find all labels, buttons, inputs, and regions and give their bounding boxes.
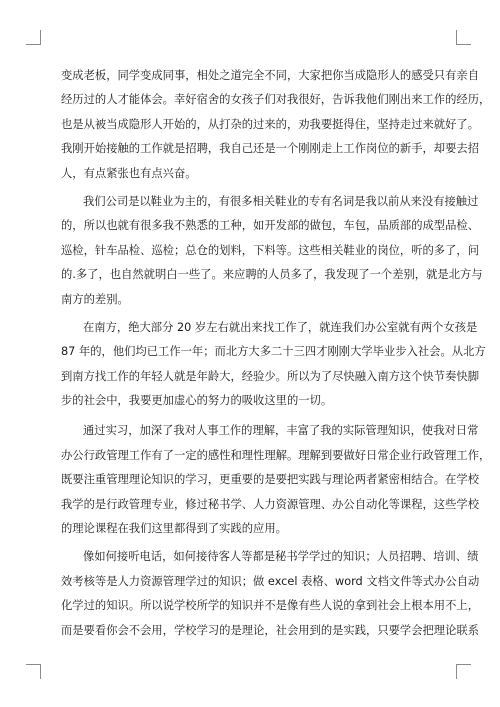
text-line: 化学过的知识。所以说学校所学的知识并不是像有些人说的拿到社会上根本用不上，	[61, 599, 479, 613]
text-line: 也是从被当成隐形人开始的，从打杂的过来的，劝我要挺得住，坚持走过来就好了。	[61, 117, 479, 131]
text-line: 办公行政管理工作有了一定的感性和理性理解。理解到要做好日常企业行政管理工作，	[61, 448, 491, 462]
text-line: 效考核等是人力资源管理学过的知识；做 excel 表格、word 文档文件等式办公自动	[61, 574, 480, 588]
text-line: 变成老板，同学变成同事，相处之道完全不同，大家把你当成隐形人的感受只有亲自	[61, 69, 479, 82]
text-line: 步的社会中，我要更加虚心的努力的吸收这里的一切。	[61, 394, 333, 408]
text-line: 像如何接听电话，如何接待客人等都是秘书学学过的知识；人员招聘、培训、绩	[83, 550, 479, 564]
crop-mark-top-right	[456, 30, 471, 45]
text-line: 在南方，绝大部分 20 岁左右就出来找工作了，就连我们办公室就有两个女孩是	[83, 320, 478, 334]
text-line: 南方的差别。	[61, 292, 129, 306]
paragraph-3	[61, 316, 486, 414]
text-line: 人，有点紧张也有点兴奋。	[61, 166, 197, 180]
text-line: 巡检，针车品检、巡检；总仓的划料，下料等。这些相关鞋业的岗位，听的多了，问	[61, 243, 479, 257]
text-line: 我们公司是以鞋业为主的，有很多相关鞋业的专有名词是我以前从来没有接触过	[83, 194, 479, 208]
paragraph-4	[61, 419, 491, 541]
text-line: 的.多了，也自然就明白一些了。来应聘的人员多了，我发现了一个差别，就是北方与	[61, 268, 483, 282]
crop-mark-bottom-left	[26, 664, 41, 679]
paragraph-2	[61, 190, 483, 312]
paragraph-1	[61, 64, 491, 186]
text-line: 既要注重管理理论知识的学习，更重要的是要把实践与理论两者紧密相结合。在学校	[61, 473, 479, 487]
crop-mark-bottom-right	[456, 664, 471, 679]
text-line: 的理论课程在我们这里都得到了实践的应用。	[61, 522, 287, 536]
text-line: 经历过的人才能体会。幸好宿舍的女孩子们对我很好，告诉我他们刚出来工作的经历，	[61, 93, 491, 107]
text-line: 到南方找工作的年轻人就是年龄大，经验少。所以为了尽快融入南方这个快节奏快脚	[61, 369, 479, 383]
document-body	[61, 64, 491, 643]
text-line: 我学的是行政管理专业，修过秘书学、人力资源管理、办公自动化等课程，这些学校	[61, 497, 479, 511]
text-line: 的，所以也就有很多我不熟悉的工种，如开发部的做包，车包，品质部的成型品检、	[61, 219, 479, 233]
text-line: 而是要看你会不会用，学校学习的是理论，社会用到的是实践，只要学会把理论联系	[61, 623, 479, 637]
paragraph-5	[61, 545, 480, 643]
text-line: 87 年的，他们均已工作一年；而北方大多二十三四才刚刚大学毕业步入社会。从北方	[61, 345, 486, 359]
text-line: 我刚开始接触的工作就是招聘，我自己还是一个刚刚走上工作岗位的新手，却要去招	[61, 142, 479, 156]
text-line: 通过实习，加深了我对人事工作的理解，丰富了我的实际管理知识，使我对日常	[83, 424, 479, 438]
crop-mark-top-left	[26, 30, 41, 45]
